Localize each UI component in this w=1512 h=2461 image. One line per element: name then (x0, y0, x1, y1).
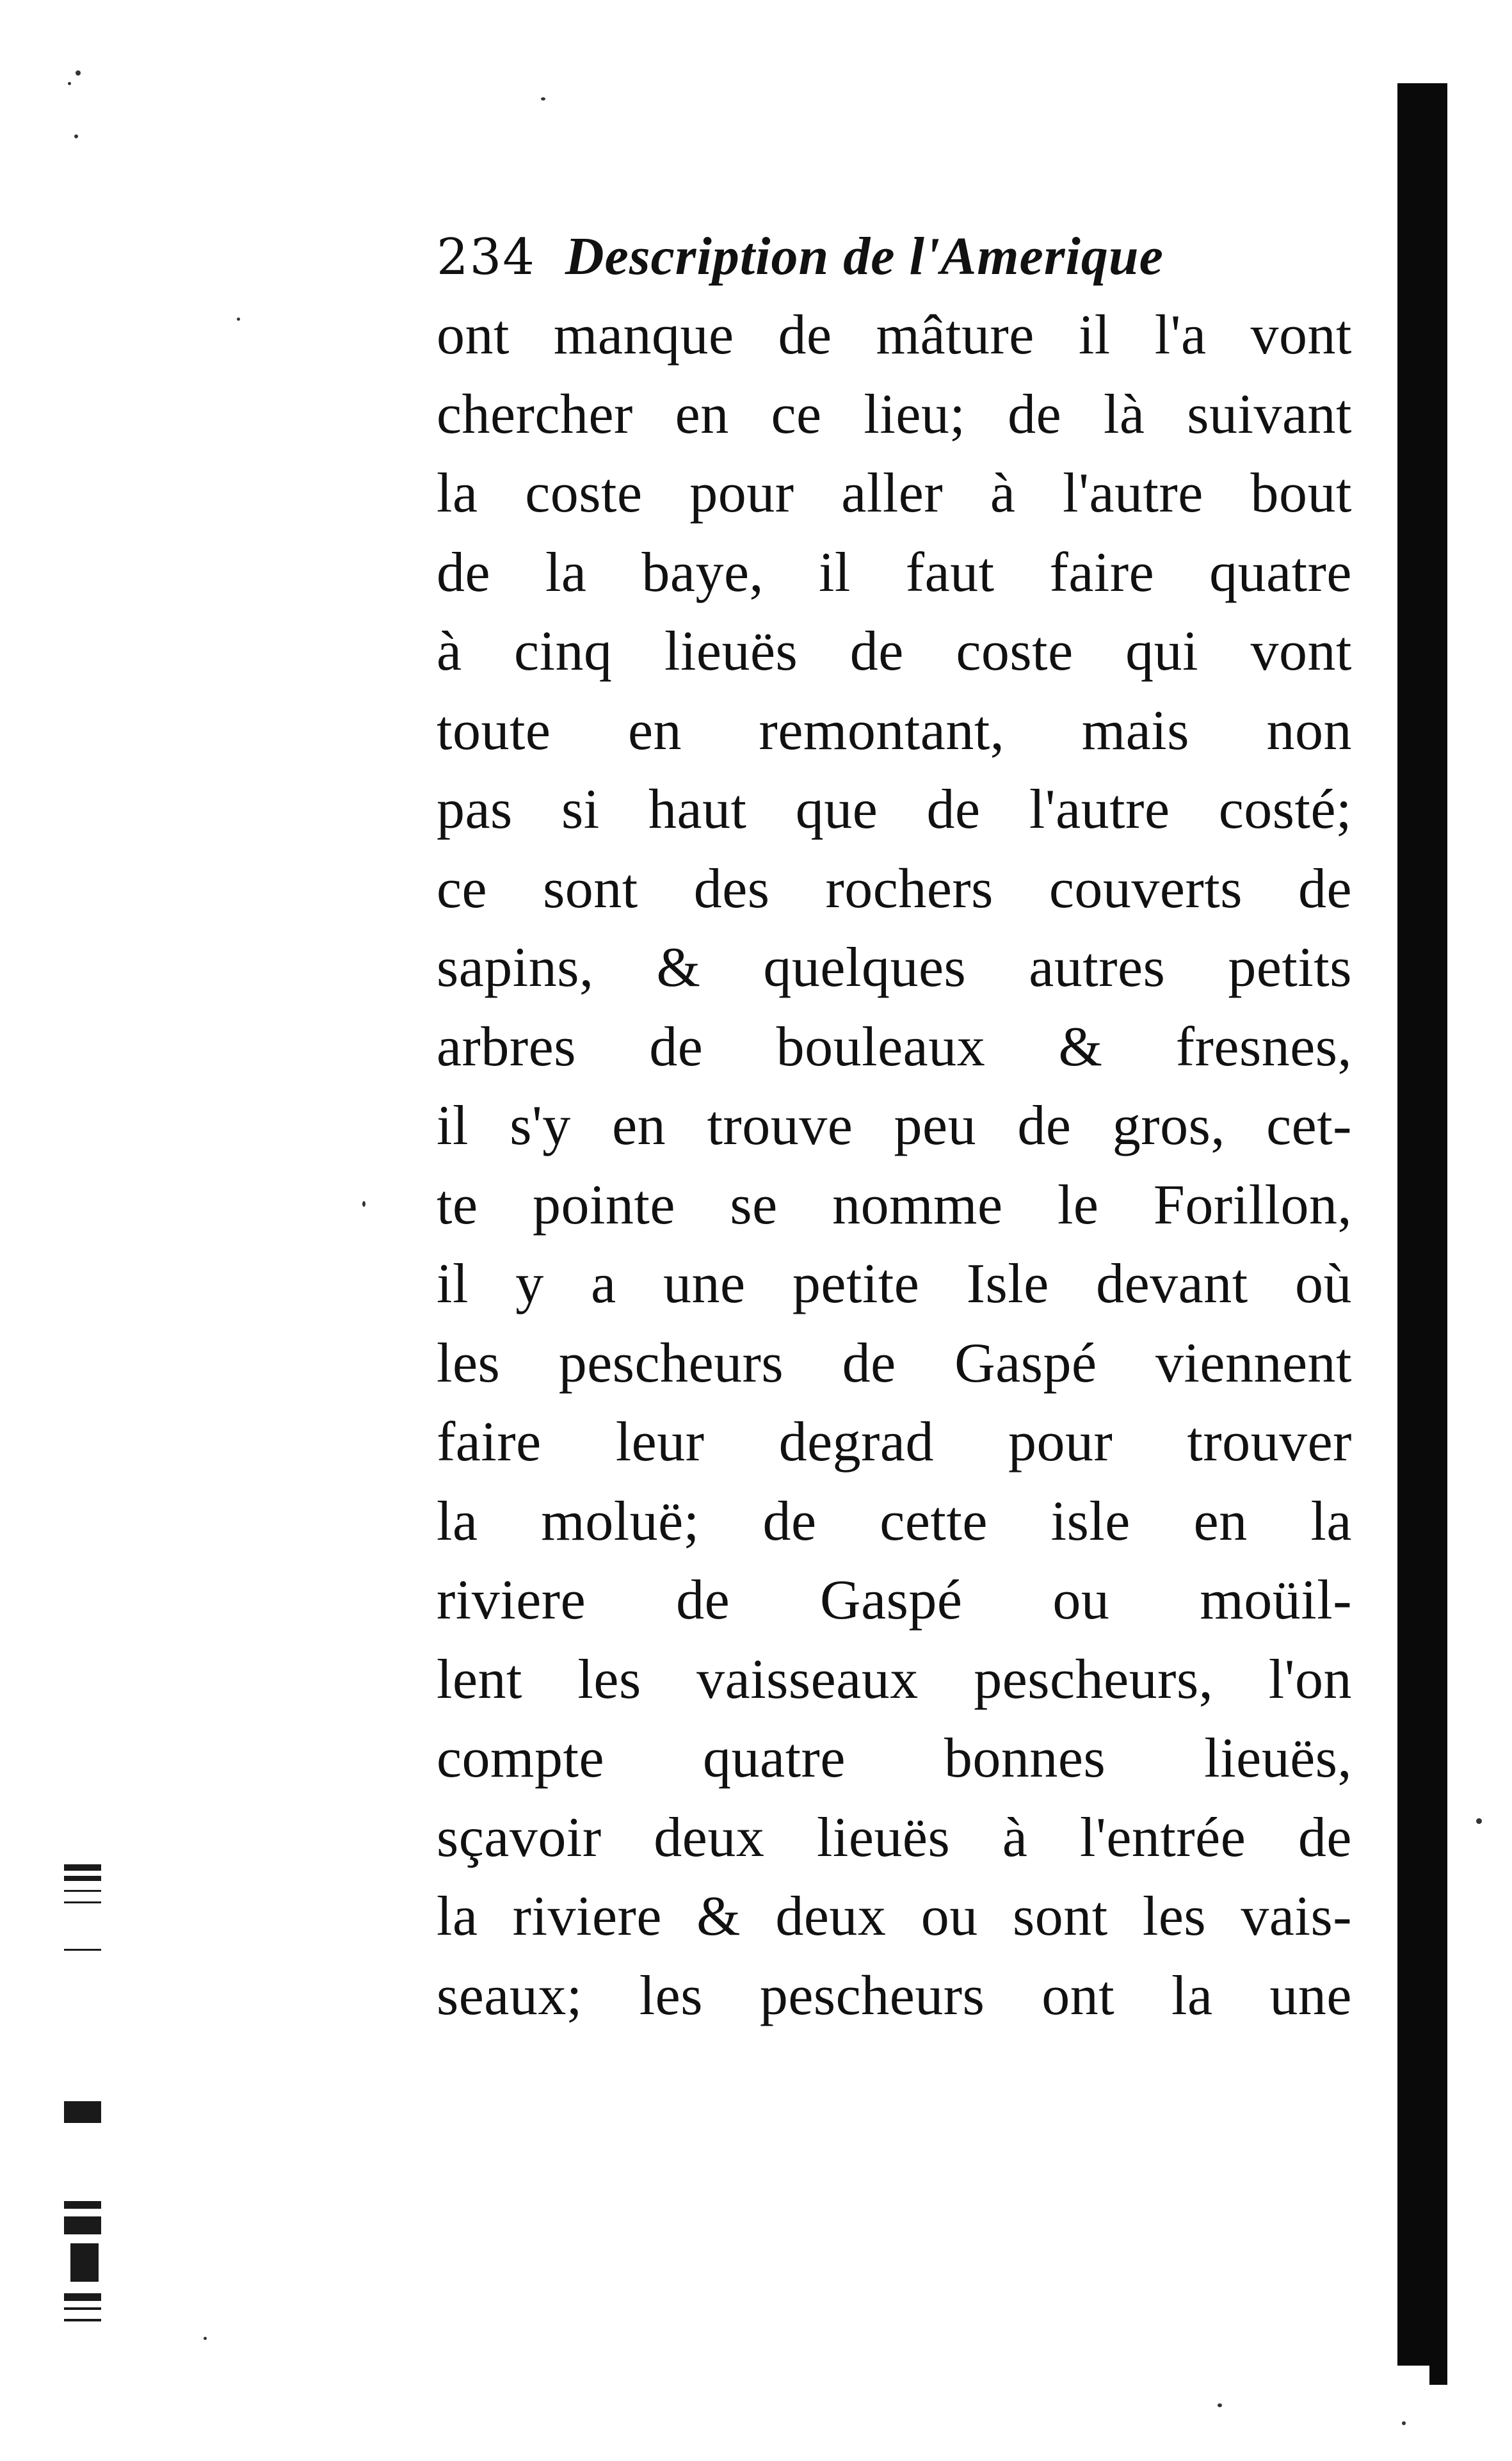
body-text (437, 296, 1352, 2035)
text-line: ont manque de mâture il l'a vont (437, 304, 1352, 366)
text-line: arbres de bouleaux & fresnes, (437, 1015, 1352, 1078)
text-line: la riviere & deux ou sont les vais- (437, 1885, 1352, 1948)
text-line: toute en remontant, mais non (437, 699, 1352, 762)
text-line: la moluë; de cette isle en la (437, 1490, 1352, 1553)
text-line: les pescheurs de Gaspé viennent (437, 1332, 1352, 1394)
binding-edge (1397, 83, 1447, 2366)
text-line: il y a une petite Isle devant où (437, 1253, 1352, 1315)
text-line: faire leur degrad pour trouver (437, 1411, 1352, 1473)
text-line: ce sont des rochers couverts de (437, 857, 1352, 920)
text-line: la coste pour aller à l'autre bout (437, 462, 1352, 524)
text-line: te pointe se nomme le Forillon, (437, 1174, 1352, 1236)
text-line: compte quatre bonnes lieuës, (437, 1727, 1352, 1789)
text-line: pas si haut que de l'autre costé; (437, 779, 1352, 841)
text-line: sçavoir deux lieuës à l'entrée de (437, 1806, 1352, 1869)
text-line: de la baye, il faut faire quatre (437, 541, 1352, 604)
running-title: Description de l'Amerique (565, 227, 1164, 286)
text-line: chercher en ce lieu; de là suivant (437, 383, 1352, 446)
text-line: à cinq lieuës de coste qui vont (437, 620, 1352, 682)
text-line: sapins, & quelques autres petits (437, 937, 1352, 999)
page-header (437, 225, 1346, 296)
page-number: 234 (437, 229, 536, 286)
text-line: seaux; les pescheurs ont la une (437, 1964, 1352, 2027)
text-line: lent les vaisseaux pescheurs, l'on (437, 1648, 1352, 1711)
text-line: riviere de Gaspé ou moüil- (437, 1569, 1352, 1631)
binding-edge-tail (1429, 2359, 1447, 2385)
text-line: il s'y en trouve peu de gros, cet- (437, 1095, 1352, 1157)
